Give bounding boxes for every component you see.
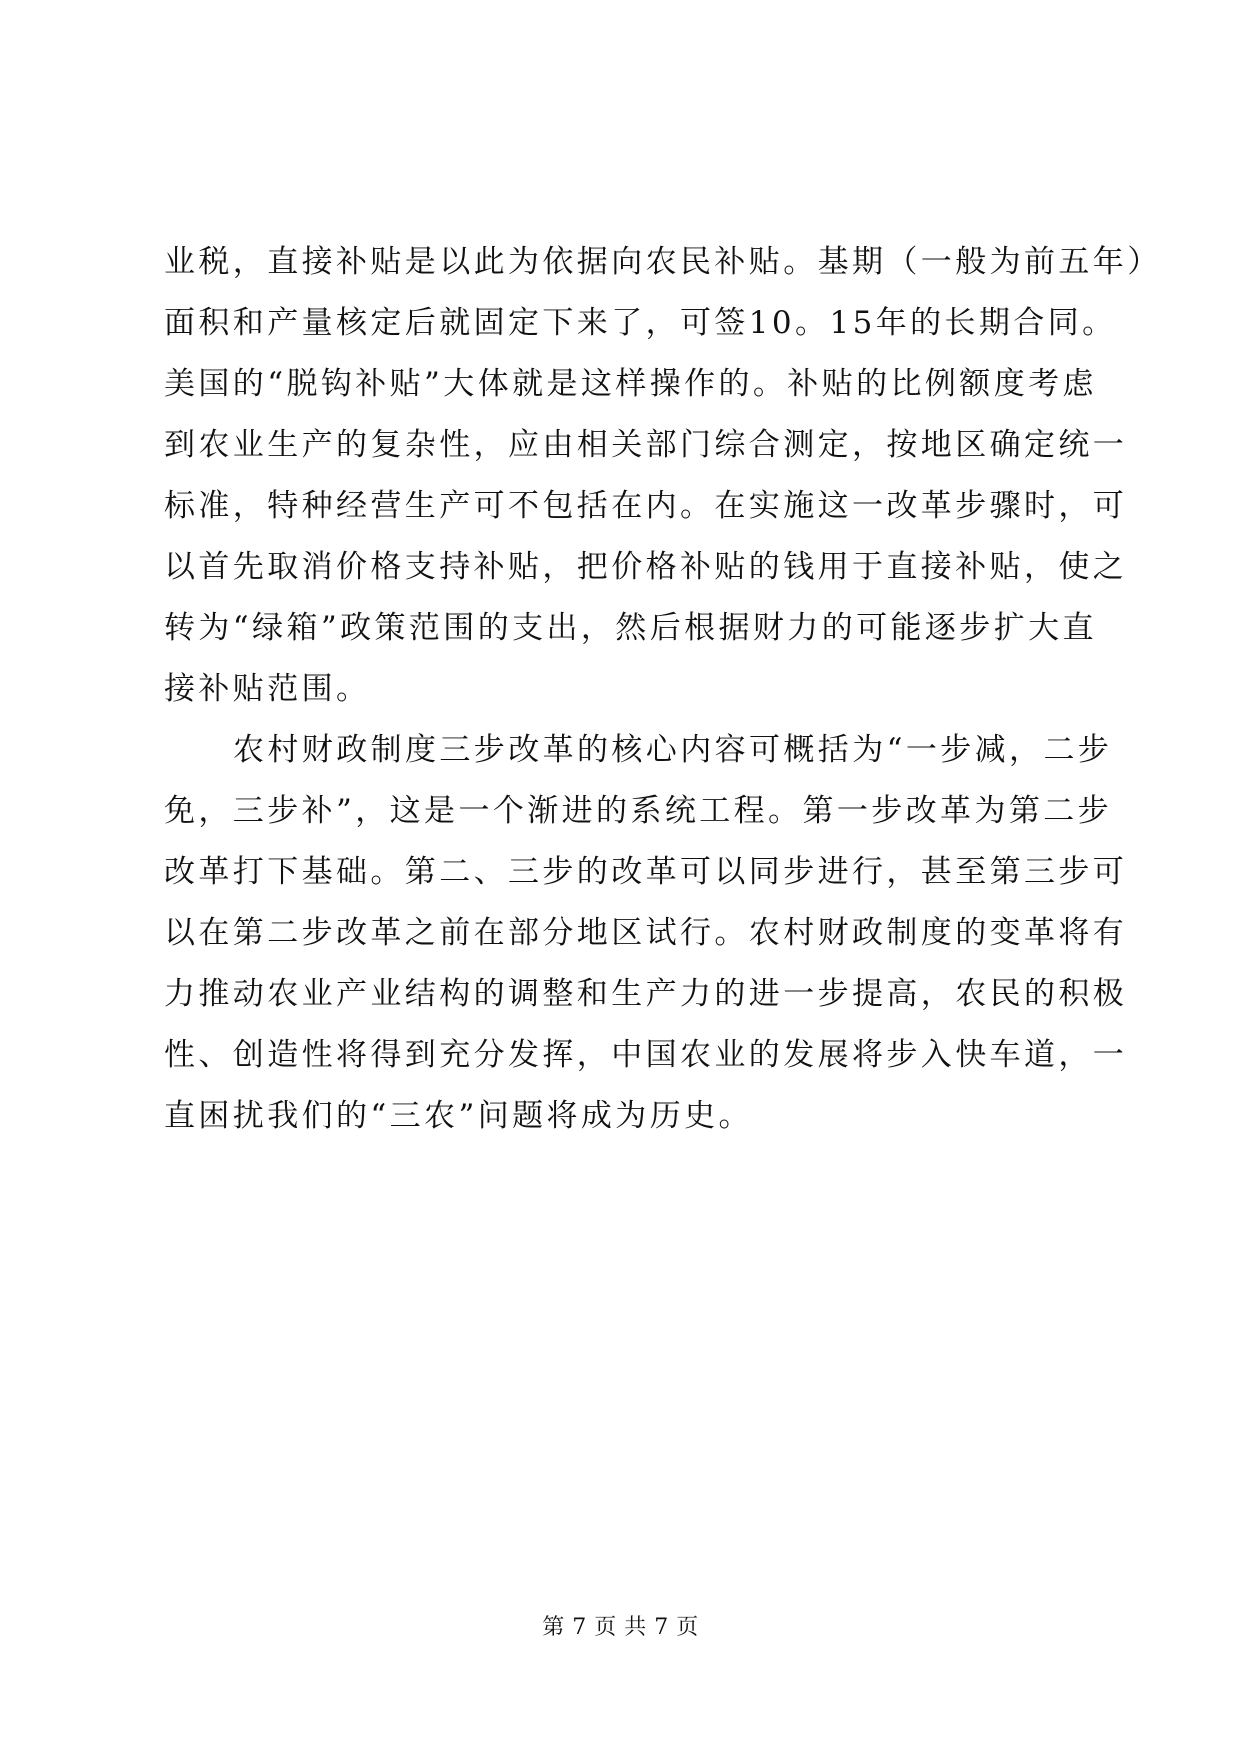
paragraph-1 [164,232,1162,720]
text-line: 改革打下基础。第二、三步的改革可以同步进行，甚至第三步可 [164,854,1128,890]
text-line: 直困扰我们的“三农”问题将成为历史。 [164,1098,753,1134]
page-number-footer: 第 7 页 共 7 页 [542,1615,699,1640]
text-line: 标准，特种经营生产可不包括在内。在实施这一改革步骤时，可 [164,488,1128,524]
text-line: 美国的“脱钩补贴”大体就是这样操作的。补贴的比例额度考虑 [164,366,1097,402]
text-line: 以在第二步改革之前在部分地区试行。农村财政制度的变革将有 [164,915,1128,951]
text-line: 性、创造性将得到充分发挥，中国农业的发展将步入快车道，一 [164,1037,1128,1073]
text-line: 农村财政制度三步改革的核心内容可概括为“一步减，二步 [233,732,1113,768]
text-line: 免，三步补”，这是一个渐进的系统工程。第一步改革为第二步 [164,793,1113,829]
text-line: 业税，直接补贴是以此为依据向农民补贴。基期（一般为前五年） [164,244,1162,280]
document-body [164,232,1162,1147]
text-line: 面积和产量核定后就固定下来了，可签10。15年的长期合同。 [164,305,1117,341]
text-line: 力推动农业产业结构的调整和生产力的进一步提高，农民的积极 [164,976,1128,1012]
text-line: 转为“绿箱”政策范围的支出，然后根据财力的可能逐步扩大直 [164,610,1097,646]
text-line: 以首先取消价格支持补贴，把价格补贴的钱用于直接补贴，使之 [164,549,1128,585]
text-line: 接补贴范围。 [164,671,371,707]
paragraph-2 [164,720,1128,1147]
text-line: 到农业生产的复杂性，应由相关部门综合测定，按地区确定统一 [164,427,1128,463]
